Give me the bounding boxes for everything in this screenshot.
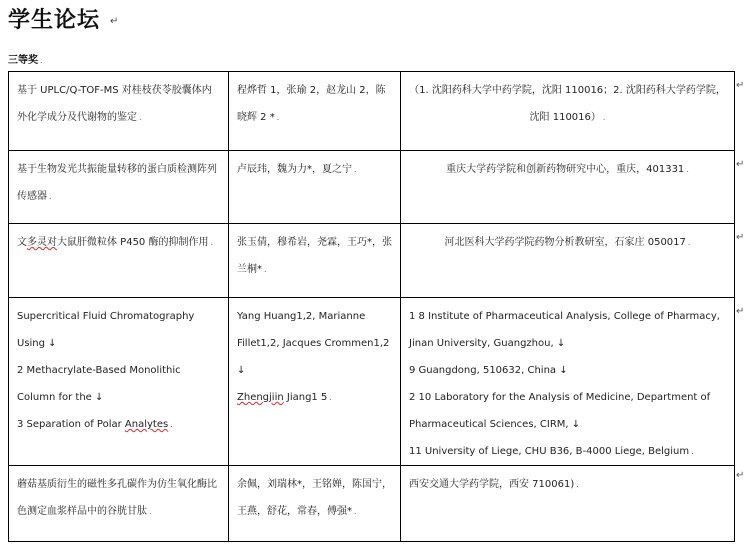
cell-end-mark: . xyxy=(170,420,173,429)
cell-end-mark: . xyxy=(329,393,332,402)
award-table xyxy=(8,71,735,542)
paper-authors-text: Jiang1 5 xyxy=(283,392,328,403)
paper-title-rest: 大鼠肝微粒体 P450 酶的抑制作用 xyxy=(57,237,209,248)
cell-end-mark: . xyxy=(49,192,52,201)
paper-authors: 卢辰玮，魏为力*，夏之宁 xyxy=(237,164,352,175)
table-row xyxy=(9,298,735,466)
paper-affiliation: 西安交通大学药学院，西安 710061) xyxy=(409,479,575,490)
cell-end-mark: . xyxy=(687,238,691,247)
table-row xyxy=(9,72,735,151)
cell-end-mark: . xyxy=(149,507,152,516)
row-end-mark: ↵ xyxy=(736,80,744,91)
paper-affiliation-line: 1 8 Institute of Pharmaceutical Analysis, College of Pharmacy, Jinan University, Guangzhou, ↓ xyxy=(409,311,720,349)
paper-title-text: 3 Separation of Polar xyxy=(17,419,125,430)
paper-authors-line xyxy=(237,384,392,411)
award-level-text: 三等奖 xyxy=(8,55,38,66)
paper-authors: 程烨哲 1，张瑜 2，赵龙山 2，陈晓辉 2 * xyxy=(237,85,386,123)
cell-end-mark: . xyxy=(686,165,689,174)
cell-end-mark: . xyxy=(576,480,579,489)
paper-title-line xyxy=(17,411,220,438)
paper-affiliation: 河北医科大学药学院药物分析教研室，石家庄 050017 xyxy=(444,237,686,248)
authors-cell xyxy=(229,72,401,151)
cell-end-mark: . xyxy=(354,507,357,516)
award-level-heading xyxy=(8,51,43,66)
cell-end-mark: . xyxy=(210,238,214,247)
table-row xyxy=(9,466,735,542)
cell-end-mark: . xyxy=(354,165,357,174)
spellcheck-flagged-word: Zhengjiin xyxy=(237,392,284,403)
paper-affiliation: 重庆大学药学院和创新药物研究中心，重庆，401331 xyxy=(446,164,685,175)
paper-title-cell xyxy=(9,224,229,298)
authors-cell xyxy=(229,298,401,466)
paper-title: 基于生物发光共振能量转移的蛋白质检测阵列传感器 xyxy=(17,164,217,202)
paper-affiliation-line: 2 10 Laboratory for the Analysis of Medicine, Department of Pharmaceutical Sciences, CIRM, ↓ xyxy=(409,392,711,430)
table-row xyxy=(9,151,735,224)
page-title xyxy=(8,3,119,34)
paper-title-cell xyxy=(9,466,229,542)
paper-authors: 张玉倩，穆希岩，尧霖，王巧*，张兰桐* xyxy=(237,237,392,275)
authors-cell xyxy=(229,466,401,542)
paper-affiliation-line xyxy=(409,438,726,465)
paper-affiliation-line: 9 Guangdong, 510632, China ↓ xyxy=(409,365,568,376)
paper-title: 基于 UPLC/Q-TOF-MS 对桂枝茯苓胶囊体内外化学成分及代谢物的鉴定 xyxy=(17,85,212,123)
paper-title: 蘑菇基质衍生的磁性多孔碳作为仿生氧化酶比色测定血浆样品中的谷胱甘肽 xyxy=(17,479,217,517)
authors-cell xyxy=(229,224,401,298)
row-end-mark: ↵ xyxy=(736,470,744,481)
paper-title-line: 2 Methacrylate-Based Monolithic Column for the ↓ xyxy=(17,365,181,403)
table-row xyxy=(9,224,735,298)
cell-end-mark: . xyxy=(602,113,606,122)
paper-authors: 余佩，刘瑞林*，王铭婵，陈国宁，王燕，舒花，常春，傅强* xyxy=(237,479,392,517)
page-title-text: 学生论坛 xyxy=(8,8,101,33)
affiliation-cell xyxy=(401,72,735,151)
paper-authors-line: Yang Huang1,2, Marianne Fillet1,2, Jacques Crommen1,2 ↓ xyxy=(237,311,390,376)
spellcheck-flagged-word: 多灵对 xyxy=(27,237,57,248)
cell-end-mark: . xyxy=(139,113,142,122)
paper-title-start: 文 xyxy=(17,237,27,248)
paragraph-mark: ↵ xyxy=(110,15,120,27)
paper-title-cell xyxy=(9,151,229,224)
row-end-mark: ↵ xyxy=(736,159,744,170)
authors-cell xyxy=(229,151,401,224)
paper-title-line: Supercritical Fluid Chromatography Using ↓ xyxy=(17,311,195,349)
affiliation-cell xyxy=(401,466,735,542)
cell-end-mark: . xyxy=(264,265,267,274)
cell-end-mark: . xyxy=(276,113,280,122)
paper-affiliation: （1. 沈阳药科大学中药学院，沈阳 110016；2. 沈阳药科大学药学院，沈阳 110016） xyxy=(409,85,726,123)
paper-affiliation-text: 11 University of Liege, CHU B36, B-4000 Liege, Belgium xyxy=(409,446,690,457)
spellcheck-flagged-word: Analytes xyxy=(124,419,169,430)
affiliation-cell xyxy=(401,151,735,224)
paper-title-cell xyxy=(9,298,229,466)
cell-end-mark: . xyxy=(691,447,694,456)
row-end-mark: ↵ xyxy=(736,306,744,317)
affiliation-cell xyxy=(401,298,735,466)
cell-end-mark: . xyxy=(40,56,43,65)
row-end-mark: ↵ xyxy=(736,232,744,243)
affiliation-cell xyxy=(401,224,735,298)
paper-title-cell xyxy=(9,72,229,151)
